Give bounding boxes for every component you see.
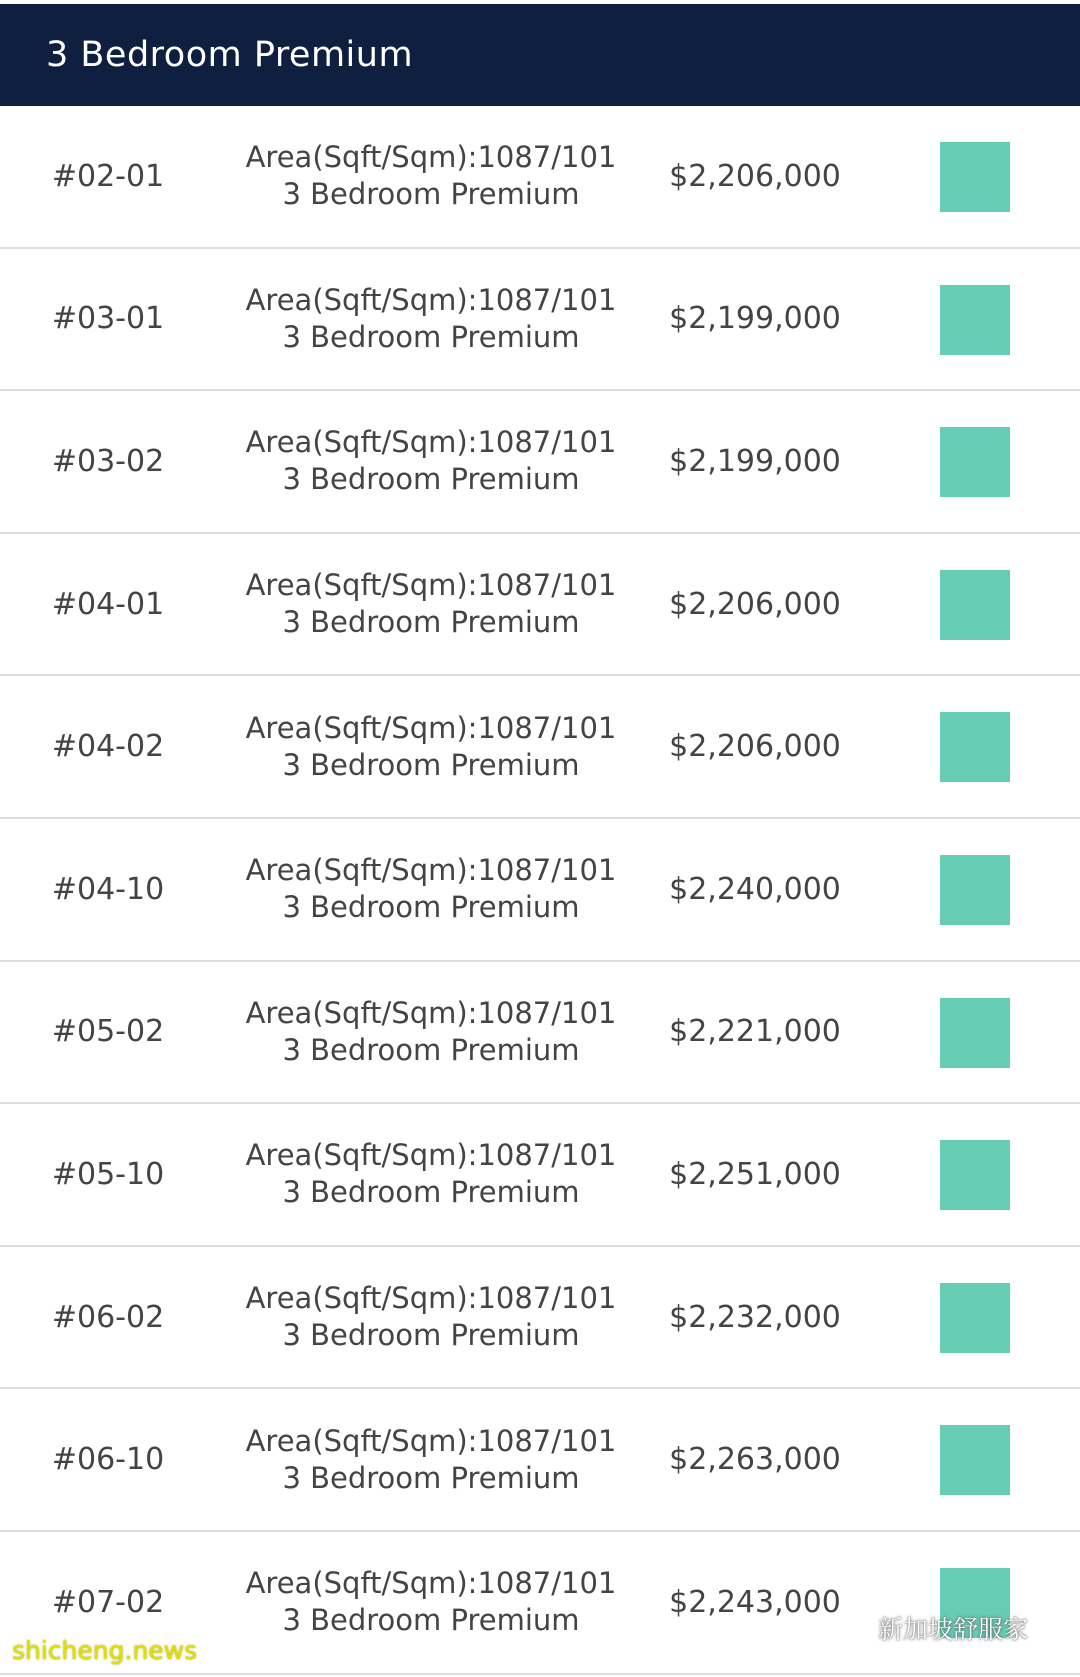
- unit-area: Area(Sqft/Sqm):1087/101: [245, 853, 617, 888]
- unit-area: Area(Sqft/Sqm):1087/101: [245, 710, 617, 745]
- availability-status-swatch[interactable]: [940, 1425, 1010, 1495]
- availability-status-swatch[interactable]: [940, 570, 1010, 640]
- unit-price: $2,232,000: [669, 1299, 841, 1335]
- unit-number: #04-02: [51, 729, 165, 765]
- availability-status-swatch[interactable]: [940, 142, 1010, 212]
- unit-description: [232, 1104, 630, 1245]
- unit-number: #04-10: [51, 871, 165, 907]
- unit-description: [232, 962, 630, 1103]
- page-header: [0, 4, 1080, 106]
- unit-type: 3 Bedroom Premium: [282, 1603, 580, 1638]
- unit-row[interactable]: [0, 106, 1080, 249]
- watermark-account-name: 新加坡舒服家: [878, 1615, 1029, 1644]
- wechat-icon: [836, 1614, 870, 1642]
- page-title: 3 Bedroom Premium: [46, 35, 414, 75]
- unit-type: 3 Bedroom Premium: [282, 1318, 580, 1353]
- unit-row[interactable]: [0, 962, 1080, 1105]
- unit-area: Area(Sqft/Sqm):1087/101: [245, 1423, 617, 1458]
- unit-area: Area(Sqft/Sqm):1087/101: [245, 995, 617, 1030]
- unit-price: $2,263,000: [669, 1442, 841, 1478]
- unit-type: 3 Bedroom Premium: [282, 462, 580, 497]
- unit-type: 3 Bedroom Premium: [282, 1460, 580, 1495]
- unit-row[interactable]: [0, 676, 1080, 819]
- unit-area: Area(Sqft/Sqm):1087/101: [245, 1281, 617, 1316]
- availability-status-swatch[interactable]: [940, 285, 1010, 355]
- unit-area: Area(Sqft/Sqm):1087/101: [245, 282, 617, 317]
- unit-description: [232, 676, 630, 817]
- unit-price: $2,251,000: [669, 1156, 841, 1192]
- unit-price: $2,221,000: [669, 1014, 841, 1050]
- availability-status-swatch[interactable]: [940, 1283, 1010, 1353]
- unit-area: Area(Sqft/Sqm):1087/101: [245, 425, 617, 460]
- unit-description: [232, 249, 630, 390]
- unit-number: #07-02: [51, 1584, 165, 1620]
- unit-price: $2,206,000: [669, 158, 841, 194]
- unit-number: #04-01: [51, 586, 165, 622]
- unit-number: #03-02: [51, 443, 165, 479]
- unit-row[interactable]: [0, 391, 1080, 534]
- unit-price: $2,199,000: [669, 301, 841, 337]
- unit-type: 3 Bedroom Premium: [282, 890, 580, 925]
- unit-description: [232, 534, 630, 675]
- unit-description: [232, 1389, 630, 1530]
- unit-row[interactable]: [0, 819, 1080, 962]
- unit-row[interactable]: [0, 249, 1080, 392]
- unit-area: Area(Sqft/Sqm):1087/101: [245, 140, 617, 175]
- unit-number: #05-02: [51, 1014, 165, 1050]
- unit-type: 3 Bedroom Premium: [282, 747, 580, 782]
- availability-status-swatch[interactable]: [940, 855, 1010, 925]
- availability-status-swatch[interactable]: [940, 1140, 1010, 1210]
- unit-number: #05-10: [51, 1156, 165, 1192]
- unit-price: $2,243,000: [669, 1584, 841, 1620]
- unit-area: Area(Sqft/Sqm):1087/101: [245, 1138, 617, 1173]
- unit-price: $2,206,000: [669, 729, 841, 765]
- unit-number: #03-01: [51, 301, 165, 337]
- availability-status-swatch[interactable]: [940, 427, 1010, 497]
- unit-description: [232, 391, 630, 532]
- unit-area: Area(Sqft/Sqm):1087/101: [245, 1566, 617, 1601]
- unit-description: [232, 819, 630, 960]
- unit-price: $2,206,000: [669, 586, 841, 622]
- watermark-account: [836, 1610, 1028, 1646]
- unit-number: #02-01: [51, 158, 165, 194]
- unit-type: 3 Bedroom Premium: [282, 605, 580, 640]
- unit-area: Area(Sqft/Sqm):1087/101: [245, 568, 617, 603]
- unit-number: #06-02: [51, 1299, 165, 1335]
- unit-type: 3 Bedroom Premium: [282, 1032, 580, 1067]
- unit-description: [232, 1532, 630, 1673]
- availability-status-swatch[interactable]: [940, 712, 1010, 782]
- unit-type: 3 Bedroom Premium: [282, 319, 580, 354]
- unit-description: [232, 106, 630, 247]
- unit-price: $2,240,000: [669, 871, 841, 907]
- unit-row[interactable]: [0, 1389, 1080, 1532]
- unit-row[interactable]: [0, 1247, 1080, 1390]
- unit-row[interactable]: [0, 1104, 1080, 1247]
- watermark-site: shicheng.news: [12, 1636, 198, 1665]
- unit-row[interactable]: [0, 534, 1080, 677]
- availability-status-swatch[interactable]: [940, 998, 1010, 1068]
- unit-list: [0, 106, 1080, 1677]
- unit-number: #06-10: [51, 1442, 165, 1478]
- unit-price: $2,199,000: [669, 443, 841, 479]
- unit-description: [232, 1247, 630, 1388]
- unit-type: 3 Bedroom Premium: [282, 1175, 580, 1210]
- unit-type: 3 Bedroom Premium: [282, 177, 580, 212]
